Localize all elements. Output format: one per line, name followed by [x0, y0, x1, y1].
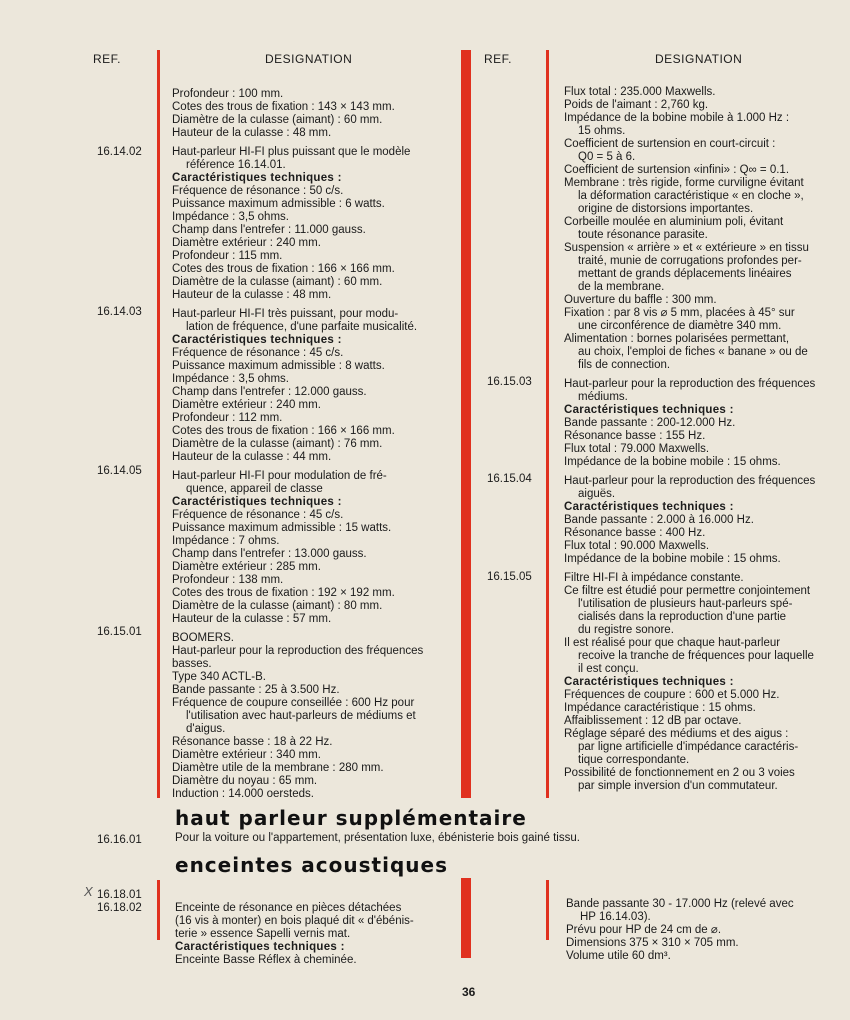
section-heading-enceintes: enceintes acoustiques — [175, 853, 448, 877]
desc-line: l'utilisation avec haut-parleurs de médiums et — [186, 710, 416, 722]
center-divider-bar-bottom — [461, 878, 471, 958]
desc-line: Impédance caractéristique : 15 ohms. — [564, 702, 756, 714]
desc-line: 15 ohms. — [578, 125, 626, 137]
left-rule-bottom — [157, 880, 160, 940]
desc-subheading: Caractéristiques techniques : — [564, 676, 734, 688]
desc-line: Résonance basse : 400 Hz. — [564, 527, 706, 539]
desc-line: Champ dans l'entrefer : 11.000 gauss. — [172, 224, 366, 236]
desc-line: Hauteur de la culasse : 48 mm. — [172, 127, 332, 139]
desc-line: fils de connection. — [578, 359, 671, 371]
desc-line: Impédance de la bobine mobile : 15 ohms. — [564, 456, 781, 468]
desc-line: Puissance maximum admissible : 6 watts. — [172, 198, 385, 210]
ref-16-15-04: 16.15.04 — [487, 473, 532, 485]
desc-line: Coefficient de surtension «infini» : Q∞ = 0.1. — [564, 164, 790, 176]
desc-subheading: Caractéristiques techniques : — [564, 501, 734, 513]
desc-line: recoive la tranche de fréquences pour laquelle — [578, 650, 814, 662]
desc-line: Impédance : 7 ohms. — [172, 535, 280, 547]
ref-16-18-02: 16.18.02 — [97, 902, 142, 914]
desc-line: Diamètre du noyau : 65 mm. — [172, 775, 318, 787]
ref-16-14-03: 16.14.03 — [97, 306, 142, 318]
desc-line: l'utilisation de plusieurs haut-parleurs spé- — [578, 598, 793, 610]
desc-line: quence, appareil de classe — [186, 483, 323, 495]
desc-line: Flux total : 79.000 Maxwells. — [564, 443, 710, 455]
ref-16-14-02: 16.14.02 — [97, 146, 142, 158]
desc-line: tique correspondante. — [578, 754, 690, 766]
desc-line: médiums. — [578, 391, 628, 403]
right-description-column — [564, 86, 840, 793]
desc-line: Profondeur : 100 mm. — [172, 88, 284, 100]
left-column-rule — [157, 50, 160, 798]
desc-line: Filtre HI-FI à impédance constante. — [564, 572, 744, 584]
desc-line: Bande passante : 200-12.000 Hz. — [564, 417, 736, 429]
desc-line: Hauteur de la culasse : 57 mm. — [172, 613, 332, 625]
desc-line: Hauteur de la culasse : 44 mm. — [172, 451, 332, 463]
desc-subheading: Caractéristiques techniques : — [172, 172, 342, 184]
desc-line: Poids de l'aimant : 2,760 kg. — [564, 99, 709, 111]
desc-line: Impédance : 3,5 ohms. — [172, 211, 289, 223]
desc-line: toute résonance parasite. — [578, 229, 708, 241]
desc-line: Suspension « arrière » et « extérieure » en tissu — [564, 242, 809, 254]
desc-line: Résonance basse : 155 Hz. — [564, 430, 706, 442]
ref-16-14-05: 16.14.05 — [97, 465, 142, 477]
desc-subheading: Caractéristiques techniques : — [564, 404, 734, 416]
desc-line: terie » essence Sapelli vernis mat. — [175, 928, 351, 940]
ref-16-15-03: 16.15.03 — [487, 376, 532, 388]
desc-line: Diamètre utile de la membrane : 280 mm. — [172, 762, 384, 774]
desc-line: Ce filtre est étudié pour permettre conjointement — [564, 585, 811, 597]
desc-line: origine de distorsions importantes. — [578, 203, 754, 215]
desc-line: Haut-parleur HI-FI plus puissant que le modèle — [172, 146, 411, 158]
page-number: 36 — [462, 985, 476, 999]
desc-line: Bande passante 30 - 17.000 Hz (relevé avec — [566, 898, 794, 910]
desc-line: Résonance basse : 18 à 22 Hz. — [172, 736, 333, 748]
desc-line: Cotes des trous de fixation : 166 × 166 mm. — [172, 263, 395, 275]
desc-line: Fréquences de coupure : 600 et 5.000 Hz. — [564, 689, 780, 701]
desc-line: au choix, l'emploi de fiches « banane » ou de — [578, 346, 808, 358]
desc-line: référence 16.14.01. — [186, 159, 286, 171]
ref-header-left: REF. — [93, 52, 122, 66]
right-rule-bottom — [546, 880, 549, 940]
desc-line: Diamètre de la culasse (aimant) : 76 mm. — [172, 438, 383, 450]
desc-line: Diamètre de la culasse (aimant) : 60 mm. — [172, 276, 383, 288]
ref-16-15-05: 16.15.05 — [487, 571, 532, 583]
desc-line: Q0 = 5 à 6. — [578, 151, 636, 163]
desc-line: Réglage séparé des médiums et des aigus : — [564, 728, 789, 740]
desc-line: BOOMERS. — [172, 632, 234, 644]
desc-line: Possibilité de fonctionnement en 2 ou 3 voies — [564, 767, 795, 779]
ref-16-18-01: 16.18.01 — [97, 889, 142, 901]
desc-line: Ouverture du baffle : 300 mm. — [564, 294, 717, 306]
section-heading-haut-parleur: haut parleur supplémentaire — [175, 806, 527, 830]
desc-line: Coefficient de surtension en court-circuit : — [564, 138, 776, 150]
desc-line: Haut-parleur pour la reproduction des fréquences — [564, 378, 816, 390]
desc-line: du registre sonore. — [578, 624, 674, 636]
ref-16-15-01: 16.15.01 — [97, 626, 142, 638]
desc-line: Impédance : 3,5 ohms. — [172, 373, 289, 385]
section1-description: Pour la voiture ou l'appartement, présentation luxe, ébénisterie bois gainé tissu. — [175, 832, 580, 844]
desc-line: mettant de grands déplacements linéaires — [578, 268, 792, 280]
desc-line: basses. — [172, 658, 212, 670]
desc-line: d'aigus. — [186, 723, 226, 735]
desc-line: Fréquence de résonance : 45 c/s. — [172, 347, 344, 359]
desc-line: Diamètre extérieur : 340 mm. — [172, 749, 321, 761]
desc-line: Flux total : 235.000 Maxwells. — [564, 86, 716, 98]
desc-line: Profondeur : 112 mm. — [172, 412, 283, 424]
desc-subheading: Caractéristiques techniques : — [175, 941, 345, 953]
desc-line: Profondeur : 115 mm. — [172, 250, 283, 262]
desc-line: Haut-parleur pour la reproduction des fréquences — [564, 475, 816, 487]
desc-line: la déformation caractéristique « en cloche », — [578, 190, 804, 202]
left-description-column — [172, 88, 454, 801]
ref-header-right: REF. — [484, 52, 513, 66]
section2-left-description — [175, 902, 455, 967]
desc-line: Impédance de la bobine mobile à 1.000 Hz : — [564, 112, 790, 124]
desc-line: Bande passante : 2.000 à 16.000 Hz. — [564, 514, 754, 526]
desc-line: Cotes des trous de fixation : 192 × 192 mm. — [172, 587, 395, 599]
desc-line: Champ dans l'entrefer : 13.000 gauss. — [172, 548, 367, 560]
desc-line: Diamètre de la culasse (aimant) : 60 mm. — [172, 114, 383, 126]
desc-line: par ligne artificielle d'impédance caractéris- — [578, 741, 799, 753]
desc-line: traité, munie de corrugations profondes per- — [578, 255, 802, 267]
desc-line: Fréquence de coupure conseillée : 600 Hz pour — [172, 697, 415, 709]
desc-line: Corbeille moulée en aluminium poli, évitant — [564, 216, 784, 228]
desc-line: Puissance maximum admissible : 15 watts. — [172, 522, 392, 534]
desc-subheading: Caractéristiques techniques : — [172, 496, 342, 508]
handwritten-mark: X — [84, 884, 93, 899]
center-divider-bar — [461, 50, 471, 798]
designation-header-right: DESIGNATION — [655, 52, 743, 66]
desc-line: Bande passante : 25 à 3.500 Hz. — [172, 684, 340, 696]
designation-header-left: DESIGNATION — [265, 52, 353, 66]
desc-line: HP 16.14.03). — [580, 911, 651, 923]
desc-line: Fréquence de résonance : 45 c/s. — [172, 509, 344, 521]
desc-line: Membrane : très rigide, forme curviligne évitant — [564, 177, 804, 189]
desc-line: Cotes des trous de fixation : 166 × 166 mm. — [172, 425, 395, 437]
ref-16-16-01: 16.16.01 — [97, 834, 142, 846]
desc-line: Diamètre extérieur : 240 mm. — [172, 399, 321, 411]
desc-line: Hauteur de la culasse : 48 mm. — [172, 289, 332, 301]
desc-subheading: Caractéristiques techniques : — [172, 334, 342, 346]
desc-line: Prévu pour HP de 24 cm de ⌀. — [566, 924, 722, 936]
desc-line: Haut-parleur HI-FI pour modulation de fré- — [172, 470, 387, 482]
desc-line: Fréquence de résonance : 50 c/s. — [172, 185, 344, 197]
desc-line: Induction : 14.000 oersteds. — [172, 788, 314, 800]
desc-line: Affaiblissement : 12 dB par octave. — [564, 715, 742, 727]
desc-line: Puissance maximum admissible : 8 watts. — [172, 360, 385, 372]
desc-line: une circonférence de diamètre 340 mm. — [578, 320, 782, 332]
desc-line: Enceinte de résonance en pièces détachées — [175, 902, 402, 914]
desc-line: Diamètre extérieur : 285 mm. — [172, 561, 321, 573]
desc-line: il est conçu. — [578, 663, 639, 675]
desc-line: Flux total : 90.000 Maxwells. — [564, 540, 710, 552]
section2-right-description — [566, 898, 842, 963]
desc-line: Type 340 ACTL-B. — [172, 671, 266, 683]
desc-line: (16 vis à monter) en bois plaqué dit « d'ébénis- — [175, 915, 414, 927]
desc-line: lation de fréquence, d'une parfaite musicalité. — [186, 321, 418, 333]
desc-line: Diamètre de la culasse (aimant) : 80 mm. — [172, 600, 383, 612]
desc-line: de la membrane. — [578, 281, 665, 293]
desc-line: Alimentation : bornes polarisées permettant, — [564, 333, 790, 345]
desc-line: Cotes des trous de fixation : 143 × 143 mm. — [172, 101, 395, 113]
desc-line: Fixation : par 8 vis ⌀ 5 mm, placées à 45° sur — [564, 307, 795, 319]
desc-line: Enceinte Basse Réflex à cheminée. — [175, 954, 357, 966]
desc-line: Dimensions 375 × 310 × 705 mm. — [566, 937, 739, 949]
desc-line: Profondeur : 138 mm. — [172, 574, 284, 586]
right-column-rule — [546, 50, 549, 798]
desc-line: Haut-parleur pour la reproduction des fréquences — [172, 645, 424, 657]
desc-line: Diamètre extérieur : 240 mm. — [172, 237, 321, 249]
desc-line: par simple inversion d'un commutateur. — [578, 780, 778, 792]
desc-line: Volume utile 60 dm³. — [566, 950, 671, 962]
desc-line: Haut-parleur HI-FI très puissant, pour modu- — [172, 308, 399, 320]
desc-line: aiguës. — [578, 488, 616, 500]
desc-line: Champ dans l'entrefer : 12.000 gauss. — [172, 386, 367, 398]
desc-line: Il est réalisé pour que chaque haut-parleur — [564, 637, 781, 649]
desc-line: Impédance de la bobine mobile : 15 ohms. — [564, 553, 781, 565]
desc-line: cialisés dans la reproduction d'une partie — [578, 611, 787, 623]
